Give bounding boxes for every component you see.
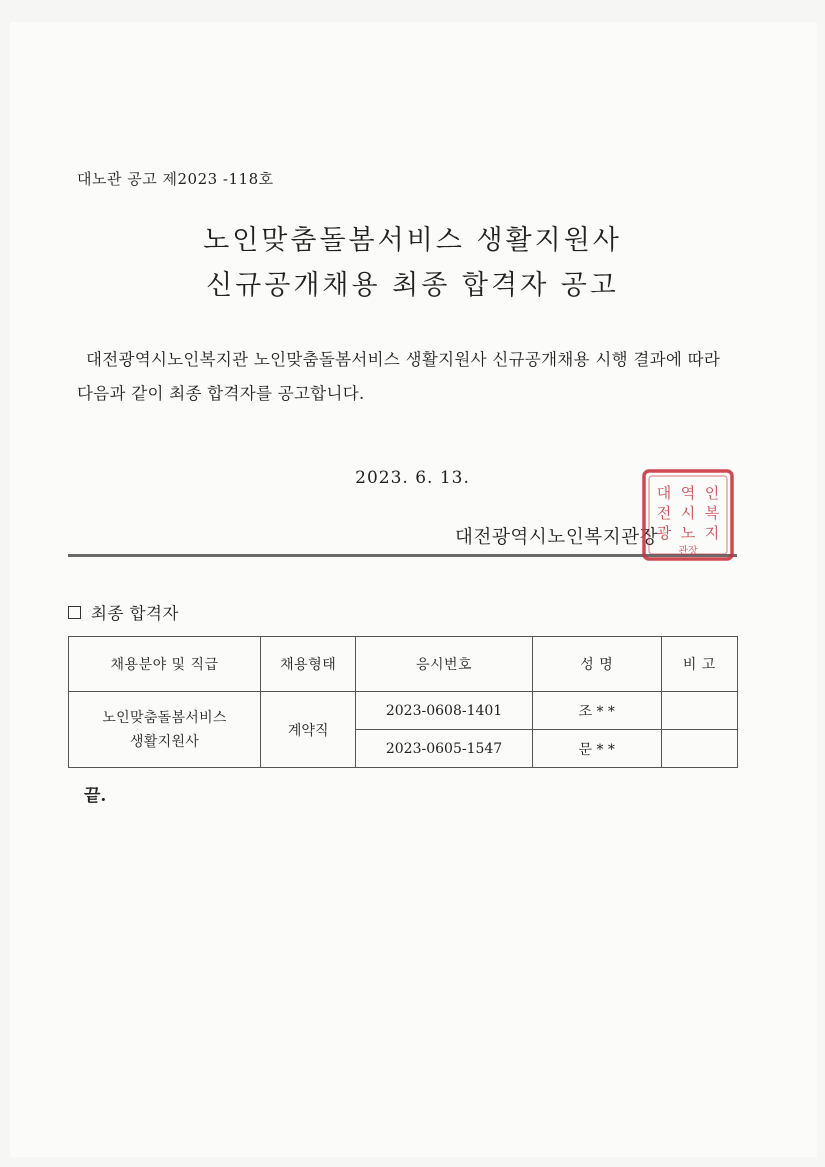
end-mark: 끝.	[84, 786, 107, 806]
official-seal-icon	[641, 468, 735, 562]
svg-text:복: 복	[704, 504, 720, 522]
announcement-date: 2023. 6. 13.	[355, 468, 470, 488]
employment-type-cell: 계약직	[261, 692, 356, 768]
applicant-number-cell: 2023-0605-1547	[356, 730, 533, 768]
header-divider	[68, 554, 737, 557]
document-number: 대노관 공고 제2023 -118호	[77, 170, 274, 188]
svg-text:역: 역	[680, 484, 696, 502]
header-employment-type: 채용형태	[261, 637, 356, 692]
issuer-name: 대전광역시노인복지관장	[455, 527, 659, 548]
svg-text:노: 노	[680, 524, 696, 542]
svg-text:관장: 관장	[678, 546, 698, 557]
note-cell	[661, 730, 737, 768]
applicant-name-cell: 조 * *	[532, 692, 661, 730]
title-line-2: 신규공개채용 최종 합격자 공고	[206, 270, 619, 301]
header-name: 성 명	[532, 637, 661, 692]
applicant-name-cell: 문 * *	[532, 730, 661, 768]
header-field: 채용분야 및 직급	[69, 637, 261, 692]
svg-text:지: 지	[704, 524, 720, 542]
results-table	[68, 636, 738, 768]
header-applicant-number: 응시번호	[356, 637, 533, 692]
checkbox-square-icon	[68, 606, 81, 619]
table-row	[69, 692, 738, 730]
svg-text:광: 광	[656, 524, 672, 542]
section-heading-label: 최종 합격자	[91, 604, 179, 623]
title-line-1: 노인맞춤돌봄서비스 생활지원사	[203, 225, 622, 256]
svg-text:인: 인	[704, 484, 720, 502]
intro-paragraph: 대전광역시노인복지관 노인맞춤돌봄서비스 생활지원사 신규공개채용 시행 결과에 따라 다음과 같이 최종 합격자를 공고합니다.	[77, 350, 721, 403]
applicant-number-cell: 2023-0608-1401	[356, 692, 533, 730]
note-cell	[661, 692, 737, 730]
field-line-2: 생활지원사	[130, 733, 200, 750]
svg-text:대: 대	[656, 484, 672, 502]
svg-text:시: 시	[680, 504, 696, 522]
header-note: 비 고	[661, 637, 737, 692]
field-cell	[69, 692, 261, 768]
section-heading	[68, 600, 179, 624]
table-header-row	[69, 637, 738, 692]
document-page	[10, 22, 817, 1157]
svg-text:전: 전	[656, 504, 672, 522]
field-line-1: 노인맞춤돌봄서비스	[102, 709, 227, 726]
